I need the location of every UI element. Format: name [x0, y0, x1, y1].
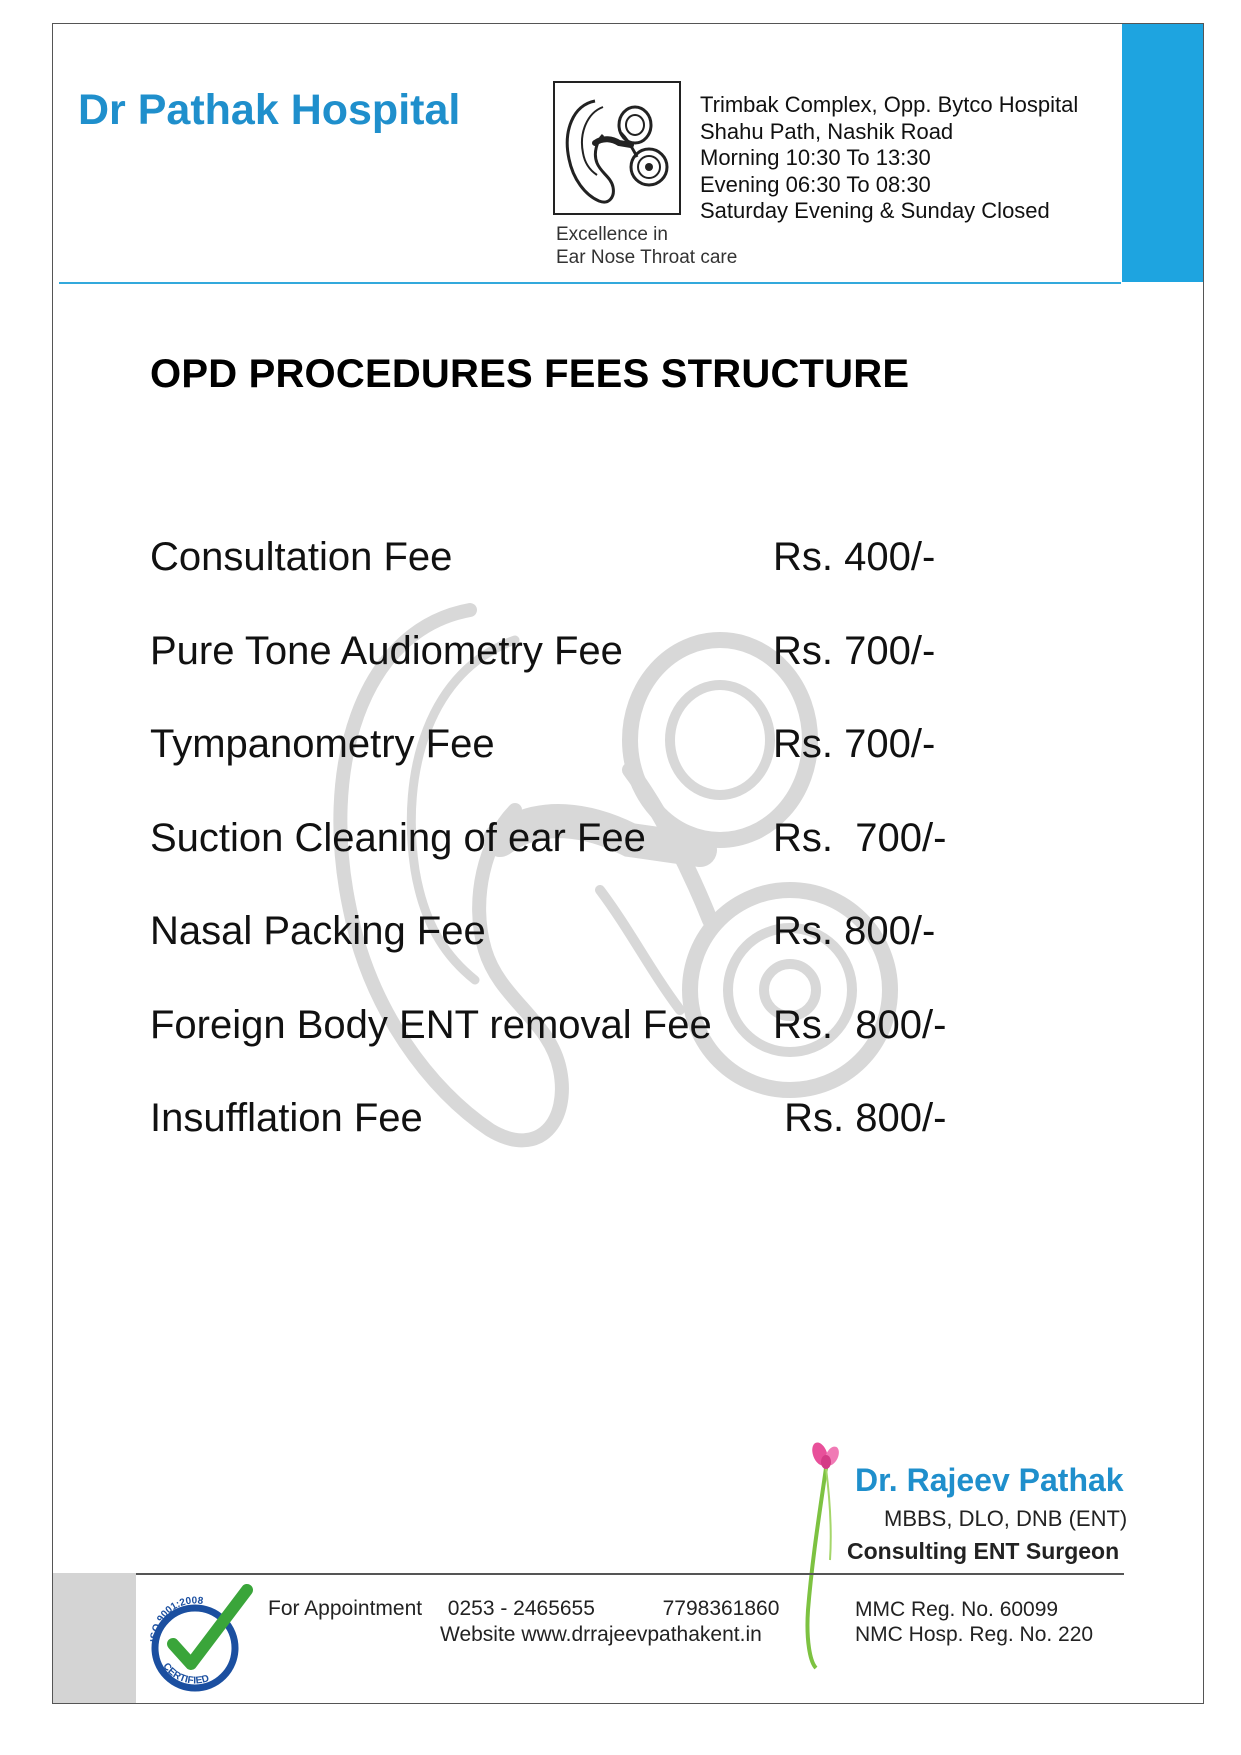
website-url: www.drrajeevpathakent.in — [521, 1623, 762, 1646]
mmc-registration: MMC Reg. No. 60099 — [855, 1598, 1059, 1621]
hours-line: Morning 10:30 To 13:30 — [700, 145, 931, 170]
website-line — [440, 1623, 762, 1647]
fee-name: Tympanometry Fee — [150, 722, 495, 766]
fee-amount: Rs. 400/- — [773, 535, 936, 579]
fee-name: Pure Tone Audiometry Fee — [150, 628, 623, 673]
fee-name: Foreign Body ENT removal Fee — [150, 1002, 712, 1047]
tagline-line-2: Ear Nose Throat care — [556, 247, 738, 268]
fee-amount: Rs. 800/- — [773, 1096, 947, 1140]
fee-amount: Rs. 700/- — [773, 722, 936, 766]
footer-divider — [136, 1573, 1124, 1575]
address-line: Shahu Path, Nashik Road — [700, 118, 954, 144]
registration-block — [855, 1597, 1093, 1647]
certified-label: CERTIFIED — [160, 1661, 211, 1687]
fee-name: Nasal Packing Fee — [150, 909, 486, 953]
ear-logo-icon — [553, 81, 681, 215]
tagline — [556, 223, 737, 269]
footer-grey-block — [53, 1573, 136, 1703]
nmc-registration: NMC Hosp. Reg. No. 220 — [855, 1623, 1094, 1646]
address-block — [700, 92, 1078, 225]
document-title: OPD PROCEDURES FEES STRUCTURE — [150, 352, 910, 396]
fee-amount: Rs. 800/- — [773, 1002, 947, 1047]
hospital-name: Dr Pathak Hospital — [78, 86, 461, 134]
tagline-line-1: Excellence in — [556, 224, 668, 245]
fee-amount: Rs. 700/- — [773, 815, 947, 860]
iso-label: ISO 9001:2008 — [148, 1595, 204, 1643]
fee-amount: Rs. 800/- — [773, 909, 936, 953]
phone-landline: 0253 - 2465655 — [447, 1597, 595, 1620]
appointment-line — [268, 1597, 779, 1621]
phone-mobile: 7798361860 — [662, 1597, 780, 1620]
fee-name: Suction Cleaning of ear Fee — [150, 815, 646, 860]
header-accent-bar — [1122, 24, 1203, 282]
doctor-qualifications: MBBS, DLO, DNB (ENT) — [884, 1506, 1128, 1531]
address-line: Trimbak Complex, Opp. Bytco Hospital — [700, 92, 1079, 117]
iso-certified-icon — [135, 1580, 255, 1695]
website-label: Website — [440, 1623, 516, 1646]
doctor-role: Consulting ENT Surgeon — [847, 1538, 1120, 1564]
hours-line: Saturday Evening & Sunday Closed — [700, 198, 1050, 223]
appointment-label: For Appointment — [268, 1597, 423, 1620]
hours-line: Evening 06:30 To 08:30 — [700, 171, 931, 197]
fee-amount: Rs. 700/- — [773, 628, 936, 673]
fee-name: Insufflation Fee — [150, 1096, 423, 1140]
header-divider — [59, 282, 1121, 284]
fee-name: Consultation Fee — [150, 535, 453, 579]
doctor-name: Dr. Rajeev Pathak — [855, 1462, 1124, 1498]
